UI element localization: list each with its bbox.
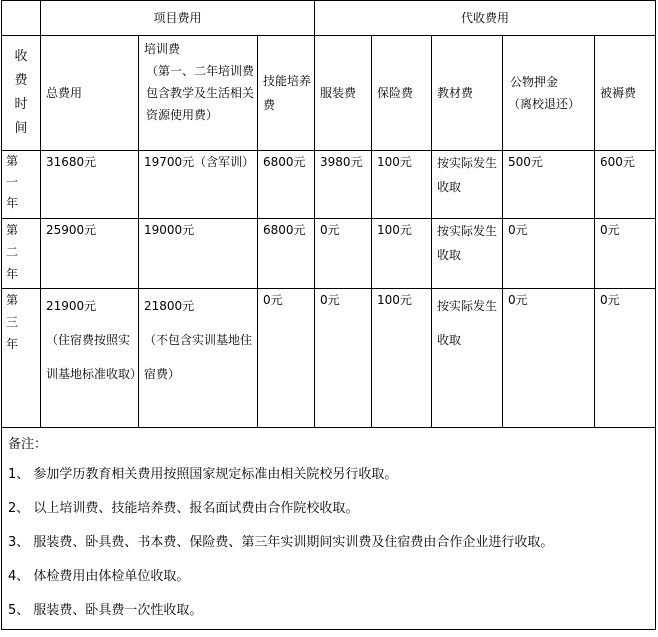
group-header-project: 项目费用 [41, 1, 315, 36]
header-skill: 技能培养费 [258, 36, 315, 151]
uniform-cell: 0元 [315, 289, 372, 428]
textbook-cell: 按实际发生收取 [432, 219, 503, 289]
skill-cell: 0元 [258, 289, 315, 428]
insurance-cell: 100元 [372, 219, 432, 289]
column-header-row [2, 36, 656, 151]
total-cell [41, 289, 143, 428]
note-item: 2、 以上培训费、技能培养费、报名面试费由合作院校收取。 [8, 501, 359, 516]
skill-cell: 6800元 [258, 219, 315, 289]
header-deposit-label: 公物押金 [510, 75, 559, 89]
group-header-row [2, 1, 656, 36]
notes-row [2, 428, 656, 630]
total-value: 21900元 [46, 299, 97, 313]
year-label: 第三年 [6, 293, 19, 351]
year-cell [2, 219, 41, 289]
training-note: （不包含实训基地住宿费） [144, 333, 253, 381]
deposit-cell: 0元 [503, 219, 595, 289]
header-textbook: 教材费 [432, 36, 503, 151]
year-cell [2, 289, 41, 428]
header-training [139, 36, 258, 151]
corner-cell [2, 1, 41, 36]
textbook-cell: 按实际发生收取 [432, 151, 503, 219]
header-deposit-note: （离校退还） [508, 97, 581, 111]
note-item: 5、 服装费、卧具费一次性收取。 [8, 603, 203, 618]
note-item: 3、 服装费、卧具费、书本费、保险费、第三年实训期间实训费及住宿费由合作企业进行收取。 [8, 535, 554, 550]
table-row [2, 289, 656, 428]
bedding-cell: 0元 [595, 219, 656, 289]
total-note: （住宿费按照实训基地标准收取） [46, 333, 143, 381]
fee-table [1, 0, 656, 630]
header-uniform: 服装费 [315, 36, 372, 151]
year-label: 第二年 [6, 223, 19, 281]
header-insurance: 保险费 [372, 36, 432, 151]
training-cell: 19700元（含军训） [139, 151, 258, 219]
uniform-cell: 3980元 [315, 151, 372, 219]
year-cell [2, 151, 41, 219]
bedding-cell: 600元 [595, 151, 656, 219]
total-cell: 31680元 [41, 151, 139, 219]
year-label: 第一年 [6, 154, 19, 210]
skill-cell: 6800元 [258, 151, 315, 219]
header-training-label: 培训费 [144, 42, 181, 56]
textbook-cell: 按实际发生收取 [432, 289, 503, 428]
table-row [2, 151, 656, 219]
note-item: 4、 体检费用由体检单位收取。 [8, 569, 190, 584]
header-total: 总费用 [41, 36, 139, 151]
table-row [2, 219, 656, 289]
training-cell [139, 289, 258, 428]
uniform-cell: 0元 [315, 219, 372, 289]
deposit-cell: 0元 [503, 289, 595, 428]
row-label-text: 收费时间 [14, 49, 28, 136]
group-header-collect: 代收费用 [315, 1, 656, 36]
insurance-cell: 100元 [372, 289, 432, 428]
training-value: 21800元 [144, 299, 195, 313]
row-label-header [2, 36, 41, 151]
total-cell: 25900元 [41, 219, 139, 289]
deposit-cell: 500元 [503, 151, 595, 219]
notes-cell [2, 428, 656, 630]
notes-title: 备注： [8, 437, 48, 452]
header-training-note: （第一、二年培训费包含教学及生活相关资源使用费） [146, 64, 255, 122]
note-item: 1、 参加学历教育相关费用按照国家规定标准由相关院校另行收取。 [8, 467, 398, 482]
header-bedding: 被褥费 [595, 36, 656, 151]
insurance-cell: 100元 [372, 151, 432, 219]
header-deposit [503, 36, 595, 151]
bedding-cell: 0元 [595, 289, 656, 428]
training-cell: 19000元 [139, 219, 258, 289]
